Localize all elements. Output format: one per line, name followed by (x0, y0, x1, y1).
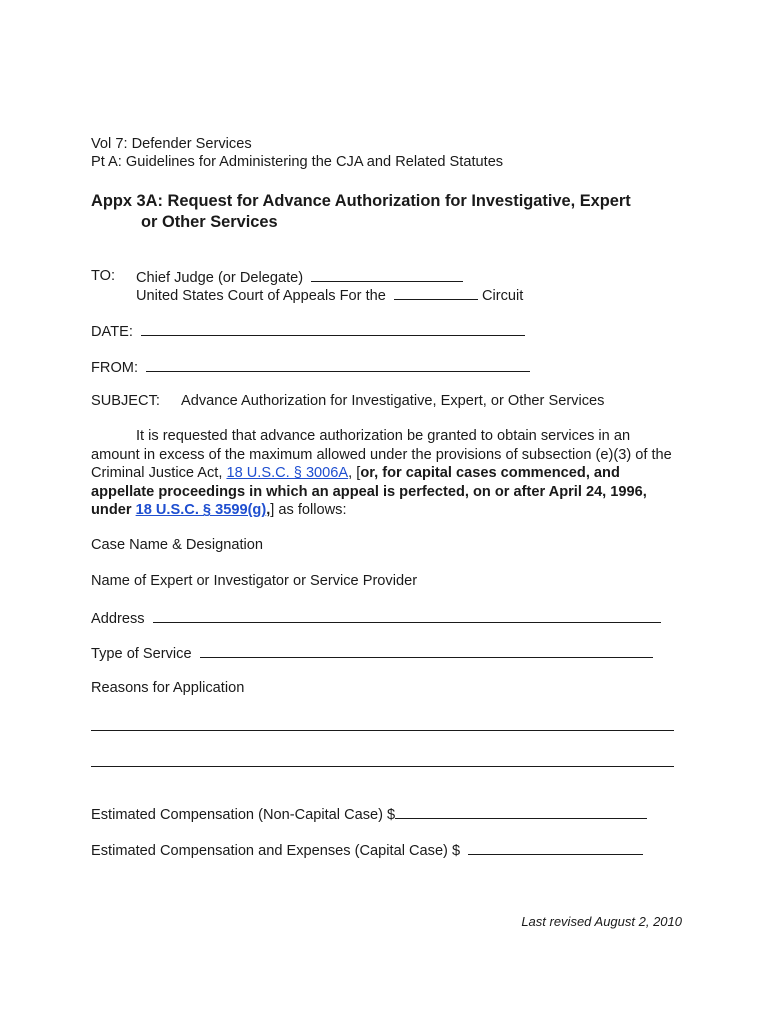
expert-name-label: Name of Expert or Investigator or Service Provider (91, 573, 418, 589)
court-text: United States Court of Appeals For the (136, 288, 386, 304)
type-of-service-label: Type of Service (91, 646, 192, 662)
request-mid: , [ (348, 465, 361, 481)
to-line-2 (136, 286, 523, 304)
delegate-name-blank[interactable] (311, 268, 463, 282)
title-line-1: Appx 3A: Request for Advance Authorization for Investigative, Expert (91, 192, 631, 210)
request-paragraph (91, 427, 681, 520)
address-blank[interactable] (153, 609, 661, 623)
request-tail: ] as follows: (270, 502, 347, 518)
request-intro: It is requested that advance authorization be granted to obtain services in an amount in excess of the maximum allowed under the provisions of subsection (e)(3) of the Criminal Justice Act, (91, 428, 672, 481)
part-heading: Pt A: Guidelines for Administering the CJA and Related Statutes (91, 154, 504, 170)
capital-case-clause: or, for capital cases commenced, and appellate proceedings in which an appeal is perfected, on or after April 24, 1996, under (91, 465, 647, 518)
date-label: DATE: (91, 324, 133, 340)
est-capital-blank[interactable] (468, 841, 643, 855)
reasons-label: Reasons for Application (91, 680, 245, 696)
case-name-label: Case Name & Designation (91, 537, 263, 553)
date-row (91, 322, 525, 340)
subject-text: Advance Authorization for Investigative, Expert, or Other Services (181, 393, 605, 409)
est-noncapital-row (91, 805, 647, 823)
type-of-service-row (91, 644, 653, 662)
document-title (91, 191, 691, 233)
last-revised: Last revised August 2, 2010 (521, 914, 682, 929)
volume-heading: Vol 7: Defender Services (91, 136, 252, 152)
est-capital-row (91, 841, 643, 859)
type-of-service-blank[interactable] (200, 644, 653, 658)
to-recipient: Chief Judge (or Delegate) (136, 270, 304, 286)
from-label: FROM: (91, 360, 139, 376)
address-label: Address (91, 611, 145, 627)
title-line-2: or Other Services (141, 213, 278, 231)
address-row (91, 609, 661, 627)
reasons-line-1[interactable] (91, 730, 674, 731)
to-line-1 (136, 268, 463, 286)
usc-3006a-link[interactable]: 18 U.S.C. § 3006A (226, 465, 349, 481)
est-capital-label: Estimated Compensation and Expenses (Capital Case) $ (91, 843, 461, 859)
bold-comma: , (266, 502, 271, 518)
circuit-suffix: Circuit (481, 288, 524, 304)
subject-label: SUBJECT: (91, 393, 160, 409)
from-row (91, 358, 530, 376)
from-blank[interactable] (146, 358, 530, 372)
usc-3599g-link[interactable]: 18 U.S.C. § 3599(g) (135, 502, 267, 518)
to-label: TO: (91, 268, 116, 284)
est-noncapital-label: Estimated Compensation (Non-Capital Case) $ (91, 807, 396, 823)
est-noncapital-blank[interactable] (395, 805, 647, 819)
circuit-blank[interactable] (394, 286, 478, 300)
date-blank[interactable] (141, 322, 525, 336)
reasons-line-2[interactable] (91, 766, 674, 767)
